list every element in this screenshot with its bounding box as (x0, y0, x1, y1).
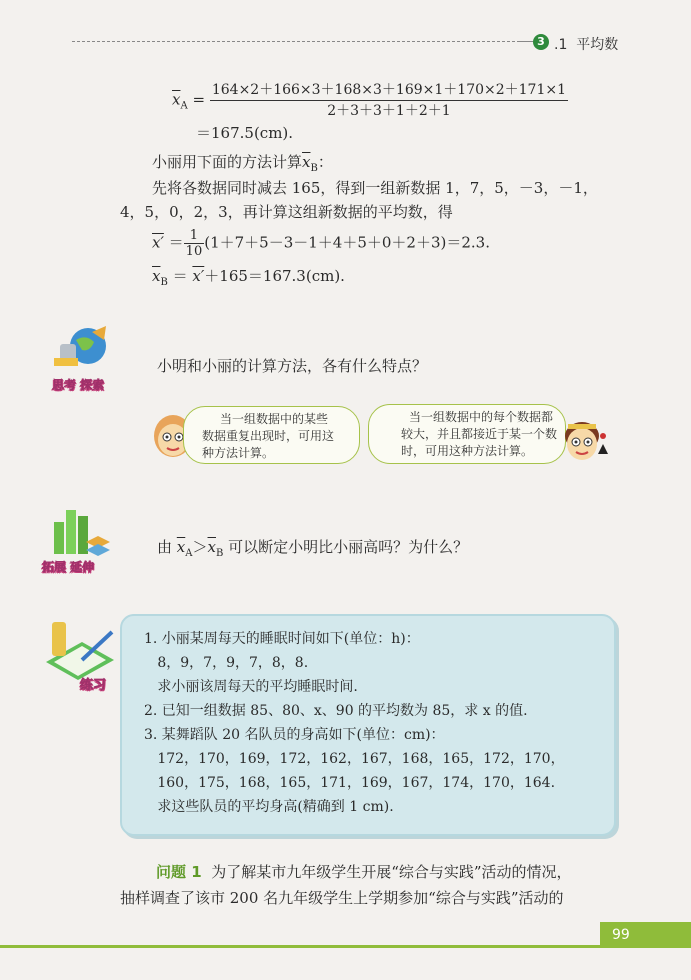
header-corner (520, 41, 534, 54)
method-line (152, 152, 333, 179)
bubble-left-line-3: 种方法计算。 (202, 446, 275, 460)
xprime-frac-num: 1 (184, 228, 205, 244)
problem-line-1 (156, 862, 572, 882)
speech-bubble-right (368, 404, 566, 464)
extend-q-gt: ＞ (192, 538, 208, 556)
problem-text-1: 为了解某市九年级学生开展“综合与实践”活动的情况， (211, 863, 572, 881)
bubble-left-line-1: 当一组数据中的某些 (220, 412, 329, 426)
extend-q-xb: $\overline{x}$ (207, 538, 216, 556)
practice-line-2: 8，9，7，9，7，8，8. (144, 655, 309, 671)
bubble-right-line-3: 时，可用这种方法计算。 (401, 444, 534, 458)
extend-q-xa: $\overline{x}$ (176, 538, 186, 556)
footer-bar (0, 945, 691, 948)
extend-label: 拓展 延伸 (42, 560, 95, 574)
xprime-rest: (1＋7＋5－3－1＋4＋5＋0＋2＋3)＝2.3. (204, 233, 490, 252)
xprime-equation (152, 228, 490, 259)
practice-line-6: 172，170，169，172，162，167，168，165，172，170， (144, 751, 565, 767)
practice-line-5: 3. 某舞蹈队 20 名队员的身高如下(单位：cm)： (144, 727, 445, 743)
xa-symbol: $\overline{x}$ (172, 90, 181, 109)
section-suffix: .1 (554, 37, 568, 53)
practice-line-4: 2. 已知一组数据 85、80、x、90 的平均数为 85，求 x 的值. (144, 703, 528, 719)
xa-eq: = (192, 90, 206, 109)
method-colon: ： (317, 153, 333, 171)
girl-avatar-icon (562, 414, 610, 466)
extend-q-tail: 可以断定小明比小丽高吗？为什么？ (228, 538, 469, 556)
xa-sub: A (180, 100, 188, 112)
explore-label: 思考 探索 (52, 378, 105, 392)
xb-eq: ＝ (172, 267, 188, 285)
extend-icon (46, 502, 116, 562)
section-number-badge: 3 (533, 34, 549, 50)
extend-q-a: A (185, 548, 193, 559)
bubble-left-line-2: 数据重复出现时，可用这 (202, 429, 335, 443)
xb-prime: x′ (192, 267, 205, 285)
speech-bubble-left (183, 406, 360, 464)
xa-numerator: 164×2＋166×3＋168×3＋169×1＋170×2＋171×1 (210, 80, 568, 101)
xa-result: ＝167.5(cm). (196, 124, 294, 142)
practice-line-8: 求这些队员的平均身高(精确到 1 cm). (144, 799, 394, 815)
section-name: 平均数 (576, 37, 619, 53)
practice-line-7: 160，175，168，165，171，169，167，174，170，164. (144, 775, 556, 791)
section-title (554, 34, 618, 54)
xb-sub: B (160, 277, 168, 288)
xprime-fraction (184, 228, 205, 259)
extend-q-prefix: 由 (157, 538, 173, 556)
practice-line-3: 求小丽该周每天的平均睡眠时间. (144, 679, 358, 695)
page-number: 99 (600, 922, 691, 948)
xprime-symbol: x′ (152, 233, 164, 252)
subtract-line-1: 先将各数据同时减去 165，得到一组新数据 1，7，5，－3，－1， (152, 179, 598, 197)
bubble-right-line-1: 当一组数据中的每个数据都 (409, 410, 554, 424)
subtract-line-2: 4，5，0，2，3，再计算这组新数据的平均数，得 (120, 203, 453, 221)
xa-fraction (210, 80, 568, 121)
xa-equation (172, 80, 568, 121)
method-xb-sub: B (310, 163, 318, 174)
xb-equation (152, 266, 345, 293)
xb-tail: ＋165＝167.3(cm). (204, 267, 345, 285)
problem-line-2: 抽样调查了该市 200 名九年级学生上学期参加“综合与实践”活动的 (120, 889, 564, 907)
bubble-right-line-2: 较大，并且都接近于某一个数 (401, 427, 558, 441)
extend-q-b: B (215, 548, 224, 559)
practice-label: 练习 (80, 678, 107, 693)
header-rule (72, 41, 520, 42)
method-text: 小丽用下面的方法计算 (152, 153, 303, 171)
method-xb: $\overline{x}$ (302, 153, 311, 171)
explore-question: 小明和小丽的计算方法，各有什么特点？ (157, 357, 428, 375)
xb-symbol: $\overline{x}$ (152, 267, 161, 285)
extend-question (157, 537, 468, 564)
practice-line-1: 1. 小丽某周每天的睡眠时间如下(单位：h)： (144, 631, 420, 647)
xprime-frac-den: 10 (185, 244, 203, 259)
problem-label: 问题 1 (156, 863, 202, 881)
practice-panel (120, 614, 616, 836)
xprime-eq: ＝ (168, 233, 184, 252)
practice-icon (42, 620, 118, 682)
explore-icon (46, 320, 116, 380)
xa-denominator: 2＋3＋3＋1＋2＋1 (327, 103, 451, 119)
